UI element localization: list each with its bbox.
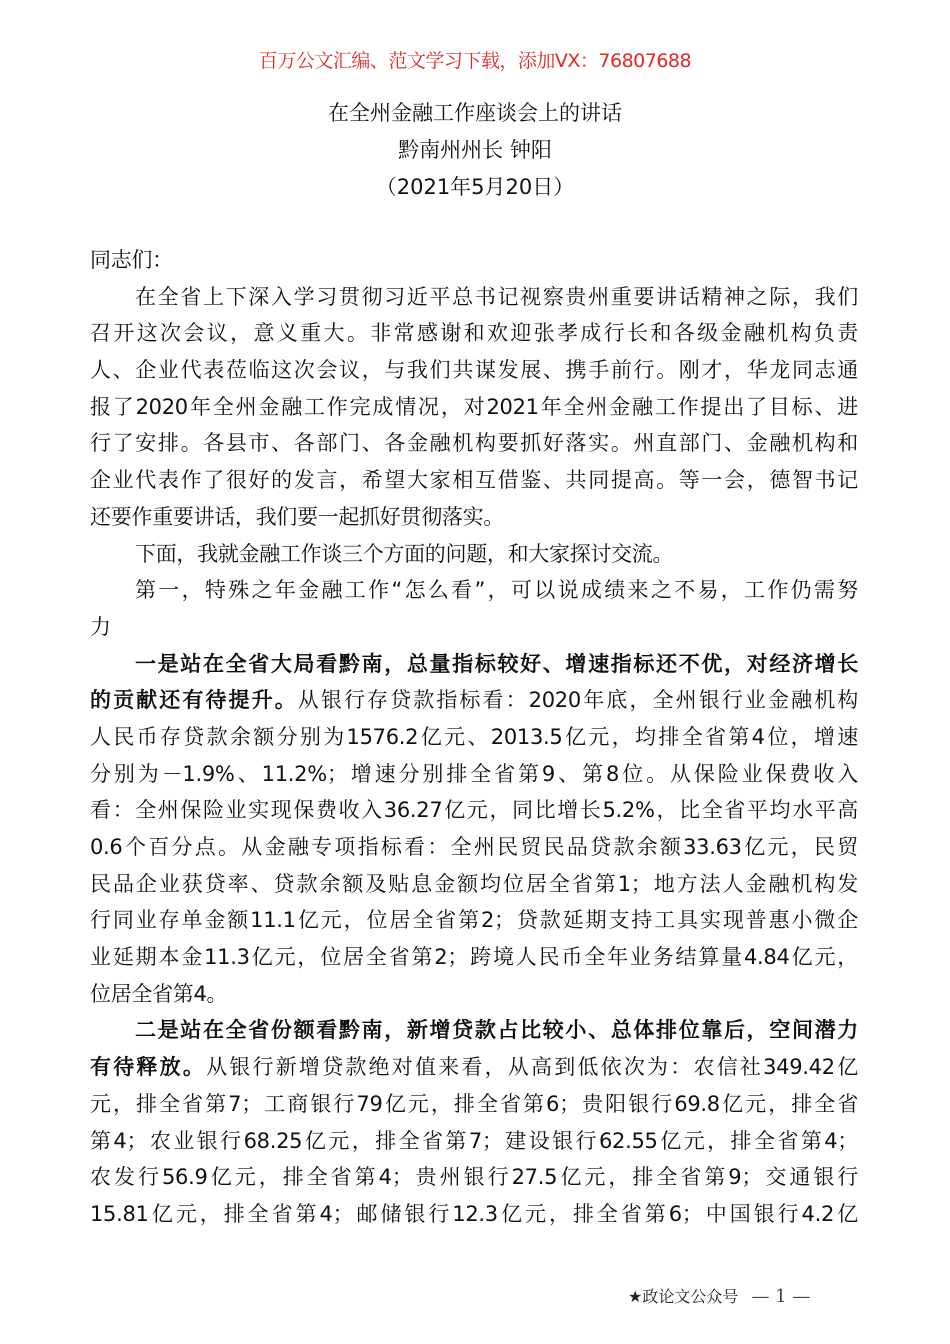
text-line	[90, 939, 858, 976]
text-line	[90, 279, 858, 316]
paragraph-text: 行同业存单金额11.1亿元，位居全省第2；贷款延期支持工具实现普惠小微企	[90, 908, 858, 933]
text-line	[90, 682, 858, 719]
text-line	[90, 792, 858, 829]
paragraph-text: 在全省上下深入学习贯彻习近平总书记视察贵州重要讲话精神之际，我们	[135, 284, 858, 309]
paragraph-text: 0.6个百分点。从金融专项指标看：全州民贸民品贷款余额33.63亿元，民贸	[90, 835, 858, 859]
paragraph-text: 第4；农业银行68.25亿元，排全省第7；建设银行62.55亿元，排全省第4；	[90, 1128, 858, 1153]
document-date: （2021年5月20日）	[375, 175, 575, 199]
paragraph-text: 人、企业代表莅临这次会议，与我们共谋发展、携手前行。刚才，华龙同志通	[90, 358, 858, 383]
bold-heading-text: 二是站在全省份额看黔南，新增贷款占比较小、总体排位靠后，空间潜力	[135, 1018, 858, 1043]
text-line	[90, 646, 858, 683]
bold-heading-text: 一是站在全省大局看黔南，总量指标较好、增速指标还不优，对经济增长	[135, 651, 858, 676]
text-line	[90, 572, 858, 609]
paragraph-text: 农发行56.9亿元，排全省第4；贵州银行27.5亿元，排全省第9；交通银行	[90, 1165, 858, 1190]
paragraph-text: 从银行新增贷款绝对值来看，从高到低依次为：农信社349.42亿	[206, 1055, 859, 1080]
text-line	[90, 902, 858, 939]
text-line	[90, 536, 858, 573]
paragraph-text: 召开这次会议，意义重大。非常感谢和欢迎张孝成行长和各级金融机构负责	[90, 321, 858, 346]
paragraph-text: 位居全省第4。	[90, 981, 228, 1006]
document-author: 黔南州州长 钟阳	[398, 138, 552, 162]
paragraph-text: 元，排全省第7；工商银行79亿元，排全省第6；贵阳银行69.8亿元，排全省	[90, 1091, 858, 1116]
paragraph-text: 还要作重要讲话，我们要一起抓好贯彻落实。	[90, 504, 504, 529]
paragraph-text: 民品企业获贷率、贷款余额及贴息金额均位居全省第1；地方法人金融机构发	[90, 871, 858, 896]
paragraph-text: 人民币存贷款余额分别为1576.2亿元、2013.5亿元，均排全省第4位，增速	[90, 724, 858, 749]
text-line	[90, 462, 858, 499]
text-line	[90, 756, 858, 793]
text-line	[90, 1159, 858, 1196]
paragraph-text: 第一，特殊之年金融工作“怎么看”，可以说成绩来之不易，工作仍需努	[135, 578, 858, 603]
paragraph-text: 行了安排。各县市、各部门、各金融机构要抓好落实。州直部门、金融机构和	[90, 431, 858, 456]
text-line	[90, 976, 858, 1013]
paragraph-text: 企业代表作了很好的发言，希望大家相互借鉴、共同提高。等一会，德智书记	[90, 468, 858, 493]
page-number: — 1 —	[751, 1286, 811, 1307]
paragraph-text: 15.81亿元，排全省第4；邮储银行12.3亿元，排全省第6；中国银行4.2亿	[90, 1201, 858, 1226]
text-line	[90, 352, 858, 389]
text-line	[90, 719, 858, 756]
text-line	[90, 1086, 858, 1123]
promo-banner: 百万公文汇编、范文学习下载，添加VX：76807688	[258, 50, 692, 72]
text-line	[90, 829, 858, 866]
paragraph-text: 业延期本金11.3亿元，位居全省第2；跨境人民币全年业务结算量4.84亿元，	[90, 945, 858, 970]
document-body	[90, 242, 858, 1233]
bold-heading-text: 的贡献还有待提升。	[90, 688, 298, 713]
text-line	[90, 1012, 858, 1049]
text-line	[90, 1123, 858, 1160]
paragraph-text: 同志们：	[90, 248, 173, 272]
text-line	[90, 609, 858, 646]
paragraph-text: 报了2020年全州金融工作完成情况，对2021年全州金融工作提出了目标、进	[90, 394, 858, 419]
paragraph-text: 从银行存贷款指标看：2020年底，全州银行业金融机构	[297, 688, 858, 713]
paragraph-text: 看：全州保险业实现保费收入36.27亿元，同比增长5.2%，比全省平均水平高	[90, 798, 858, 823]
text-line	[90, 499, 858, 536]
text-line	[90, 425, 858, 462]
paragraph-text: 分别为－1.9%、11.2%；增速分别排全省第9、第8位。从保险业保费收入	[90, 761, 858, 786]
text-line	[90, 389, 858, 426]
document-title: 在全州金融工作座谈会上的讲话	[328, 101, 622, 125]
text-line	[90, 1196, 858, 1233]
text-line	[90, 315, 858, 352]
page-footer	[628, 1284, 810, 1307]
bold-heading-text: 有待释放。	[90, 1055, 207, 1080]
paragraph-text: 下面，我就金融工作谈三个方面的问题，和大家探讨交流。	[135, 541, 674, 566]
footer-source: ★政论文公众号	[628, 1287, 739, 1306]
text-line	[90, 1049, 858, 1086]
paragraph-text: 力	[90, 614, 111, 639]
text-line	[90, 242, 858, 279]
text-line	[90, 866, 858, 903]
